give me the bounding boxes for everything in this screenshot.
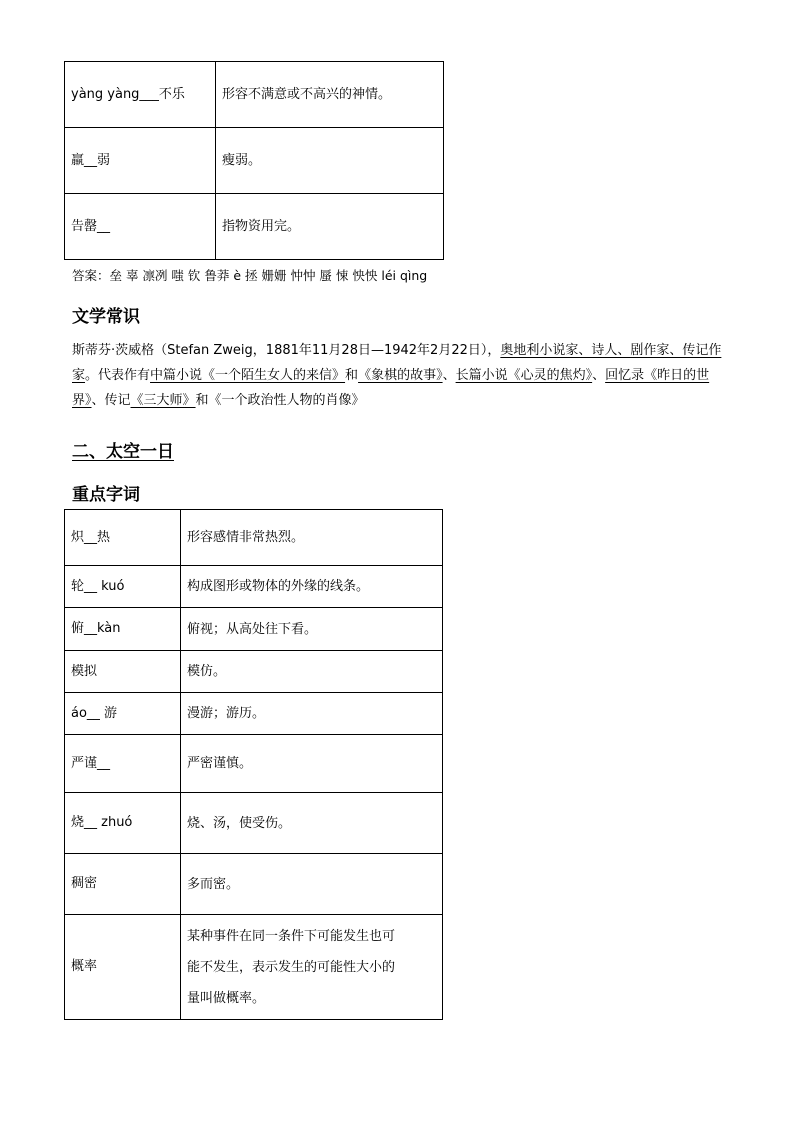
definition-cell: 瘦弱。	[216, 128, 444, 194]
vocabulary-table-2	[64, 509, 443, 1020]
term-cell: 告罄__	[65, 194, 216, 260]
term-cell: 烧__ zhuó	[65, 793, 181, 854]
vocabulary-table-1	[64, 61, 444, 260]
term-cell: yàng yàng___不乐	[65, 62, 216, 128]
work-biography: 《三大师》	[130, 393, 196, 408]
text-segment: 、	[442, 368, 456, 383]
definition-cell: 俯视；从高处往下看。	[181, 608, 443, 651]
term-cell: 模拟	[65, 651, 181, 693]
table-row	[65, 793, 443, 854]
work-novella-2: 《象棋的故事》	[358, 368, 443, 383]
literature-heading: 文学常识	[72, 307, 140, 327]
table-row	[65, 62, 444, 128]
definition-cell: 多而密。	[181, 854, 443, 915]
term-cell: 轮__ kuó	[65, 566, 181, 608]
term-cell: 稠密	[65, 854, 181, 915]
definition-cell: 漫游；游历。	[181, 693, 443, 735]
table-row	[65, 915, 443, 1020]
table-row	[65, 735, 443, 793]
keywords-heading: 重点字词	[72, 485, 140, 505]
work-memoir: 回忆录《昨日的世界》	[72, 368, 710, 408]
table-row	[65, 128, 444, 194]
term-cell: 严谨__	[65, 735, 181, 793]
table-row	[65, 194, 444, 260]
text-segment: 、传记	[91, 393, 131, 408]
definition-cell: 构成图形或物体的外缘的线条。	[181, 566, 443, 608]
term-cell: áo__ 游	[65, 693, 181, 735]
term-cell: 概率	[65, 915, 181, 1020]
term-cell: 羸__弱	[65, 128, 216, 194]
work-novel: 长篇小说《心灵的焦灼》	[455, 368, 593, 383]
author-roles: 奥地利小说家、诗人、剧作家、传记作家	[72, 343, 722, 383]
text-segment: 、	[592, 368, 606, 383]
work-novella-1: 中篇小说《一个陌生女人的来信》	[150, 368, 346, 383]
text-segment: 。代表作有	[85, 368, 151, 383]
text-segment: 和	[345, 368, 359, 383]
section-heading: 二、太空一日	[72, 442, 174, 462]
text-segment: 和《一个政治性人物的肖像》	[195, 393, 365, 408]
table-row	[65, 854, 443, 915]
definition-cell: 模仿。	[181, 651, 443, 693]
table-row	[65, 608, 443, 651]
literature-paragraph	[72, 338, 732, 413]
term-cell: 俯__kàn	[65, 608, 181, 651]
answer-line: 答案：垒 辜 凛冽 嗤 钦 鲁莽 è 拯 姗姗 忡忡 蜃 悚 怏怏 léi qìng	[72, 268, 428, 283]
definition-cell: 形容不满意或不高兴的神情。	[216, 62, 444, 128]
definition-cell: 严密谨慎。	[181, 735, 443, 793]
table-row	[65, 693, 443, 735]
author-intro: 斯蒂芬·茨威格（Stefan Zweig，1881年11月28日—1942年2月22日），	[72, 343, 501, 358]
table-row	[65, 566, 443, 608]
table-row	[65, 651, 443, 693]
table-row	[65, 510, 443, 566]
definition-cell: 某种事件在同一条件下可能发生也可能不发生，表示发生的可能性大小的量叫做概率。	[181, 915, 443, 1020]
definition-cell: 形容感情非常热烈。	[181, 510, 443, 566]
term-cell: 炽__热	[65, 510, 181, 566]
definition-cell: 烧、汤，使受伤。	[181, 793, 443, 854]
definition-cell: 指物资用完。	[216, 194, 444, 260]
